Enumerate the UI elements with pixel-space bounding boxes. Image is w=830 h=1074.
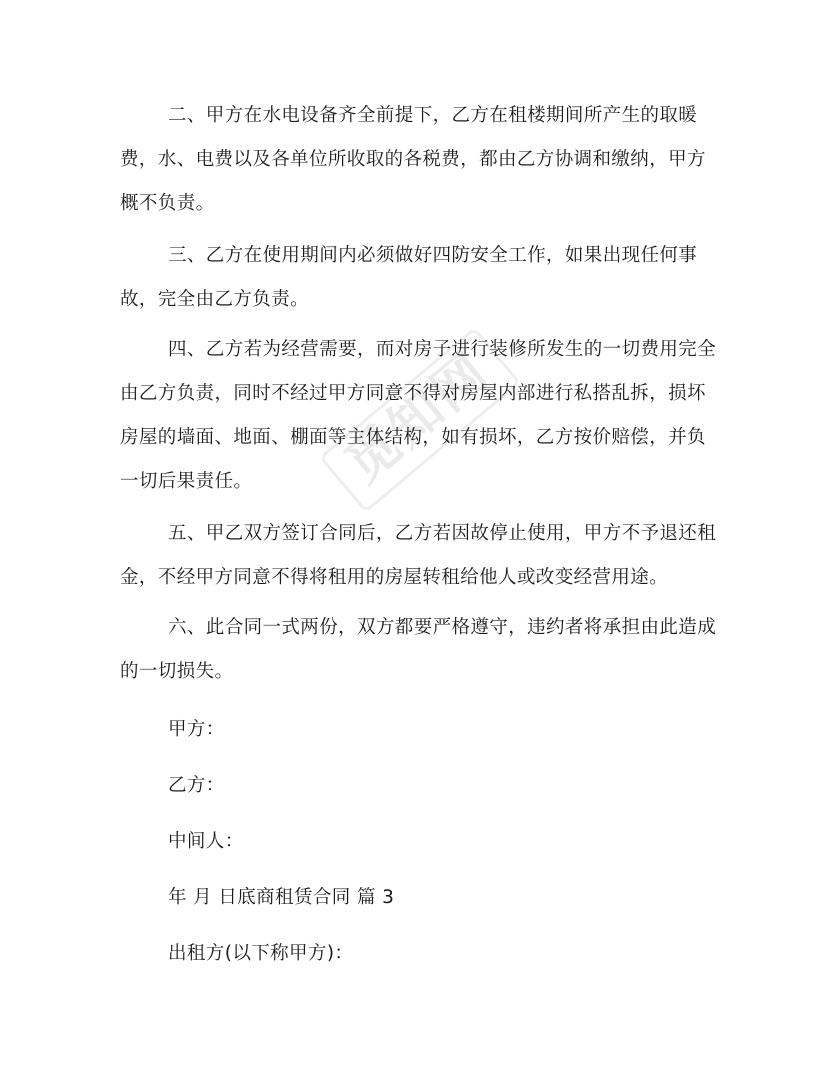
clause-4-paragraph: 四、乙方若为经营需要，而对房子进行装修所发生的一切费用完全由乙方负责，同时不经过甲方同意不得对房屋内部进行私搭乱拆，损坏房屋的墙面、地面、棚面等主体结构，如有损坏，乙方按价赔偿，并负一切后果责任。: [120, 339, 717, 492]
date-and-contract-title: 年 月 日底商租赁合同 篇 3: [168, 887, 395, 908]
clause-6-paragraph: 六、此合同一式两份，双方都要严格遵守，违约者将承担由此造成的一切损失。: [120, 617, 717, 682]
party-a-label: 甲方：: [168, 719, 225, 740]
clause-5-paragraph: 五、甲乙双方签订合同后，乙方若因故停止使用，甲方不予退还租金，不经甲方同意不得将租用的房屋转租给他人或改变经营用途。: [120, 523, 717, 588]
clause-2-paragraph: 二、甲方在水电设备齐全前提下，乙方在租楼期间所产生的取暖费，水、电费以及各单位所收取的各税费，都由乙方协调和缴纳，甲方概不负责。: [120, 105, 706, 214]
lessor-label: 出租方(以下称甲方)：: [168, 943, 354, 964]
svg-text:觅知网: 觅知网: [334, 340, 502, 495]
clause-3-paragraph: 三、乙方在使用期间内必须做好四防安全工作，如果出现任何事故，完全由乙方负责。: [120, 245, 698, 310]
party-b-label: 乙方：: [168, 775, 225, 796]
middleman-label: 中间人：: [168, 831, 244, 852]
